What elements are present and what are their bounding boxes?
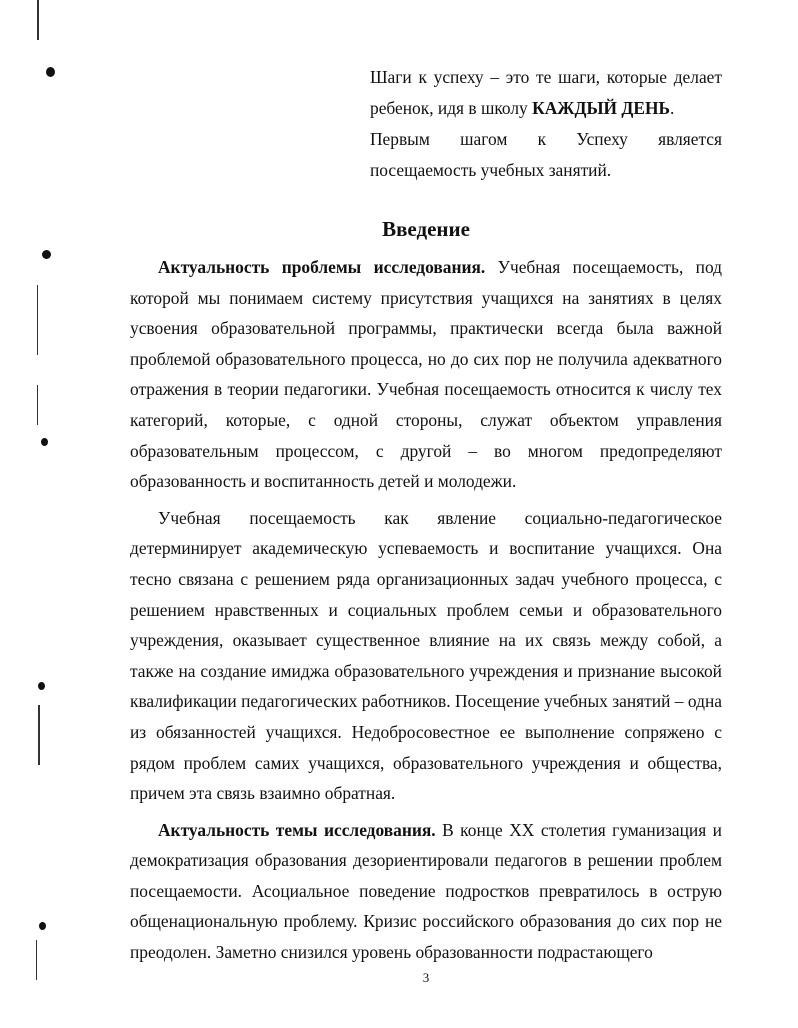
epigraph-line-1: [370, 62, 722, 124]
paragraph-text: Учебная посещаемость как явление социально-педагогическое детерминирует академическую успеваемость и воспитание учащихся. Она тесно связана с решением ряда организационных задач учебного процесса, с решением нравственных и социальных проблем семьи и образовательного учреждения, оказывает существенное влияние на их связь между собой, а также на создание имиджа образовательного учреждения и признание высокой квалификации педагогических работников. Посещение учебных занятий – одна из обязанностей учащихся. Недобросовестное ее выполнение сопряжено с рядом проблем самих учащихся, образовательного учреждения и общества, причем эта связь взаимно обратная.: [130, 507, 722, 804]
epigraph-punctuation: .: [669, 98, 675, 118]
margin-line: [38, 705, 40, 765]
punch-hole-mark: [38, 682, 45, 690]
punch-hole-mark: [46, 67, 55, 77]
punch-hole-mark: [39, 922, 46, 930]
paragraph-3: [130, 815, 722, 968]
margin-line: [37, 0, 39, 40]
punch-hole-mark: [42, 250, 51, 259]
paragraph-2: [130, 503, 722, 809]
epigraph: [370, 62, 722, 186]
epigraph-emphasis: КАЖДЫЙ ДЕНЬ: [532, 98, 670, 118]
page-number: 3: [422, 970, 430, 985]
epigraph-line-2: Первым шагом к Успеху является посещаемость учебных занятий.: [370, 129, 722, 180]
margin-line: [37, 285, 38, 355]
paragraph-text: В конце XX столетия гуманизация и демократизация образования дезориентировали педагогов в решении проблем посещаемости. Асоциальное поведение подростков превратилось в острую общенациональную проблему. Кризис российского образования до сих пор не преодолен. Заметно снизился уровень образованности подрастающего: [130, 819, 722, 963]
paragraph-1: [130, 252, 722, 497]
epigraph-text: Шаги к успеху – это те шаги, которые делает ребенок, идя в школу: [370, 67, 722, 118]
margin-line: [37, 385, 38, 425]
paragraph-lead: Актуальность проблемы исследования.: [158, 257, 486, 277]
body-text: [130, 252, 722, 974]
section-title: Введение: [382, 217, 470, 241]
punch-hole-mark: [41, 438, 48, 446]
paragraph-text: Учебная посещаемость, под которой мы понимаем систему присутствия учащихся на занятиях в целях усвоения образовательной программы, практически всегда была важной проблемой образовательного процесса, но до сих пор не получила адекватного отражения в теории педагогики. Учебная посещаемость относится к числу тех категорий, которые, с одной стороны, служат объектом управления образовательным процессом, с другой – во многом предопределяют образованность и воспитанность детей и молодежи.: [130, 257, 722, 492]
paragraph-lead: Актуальность темы исследования.: [158, 819, 436, 840]
